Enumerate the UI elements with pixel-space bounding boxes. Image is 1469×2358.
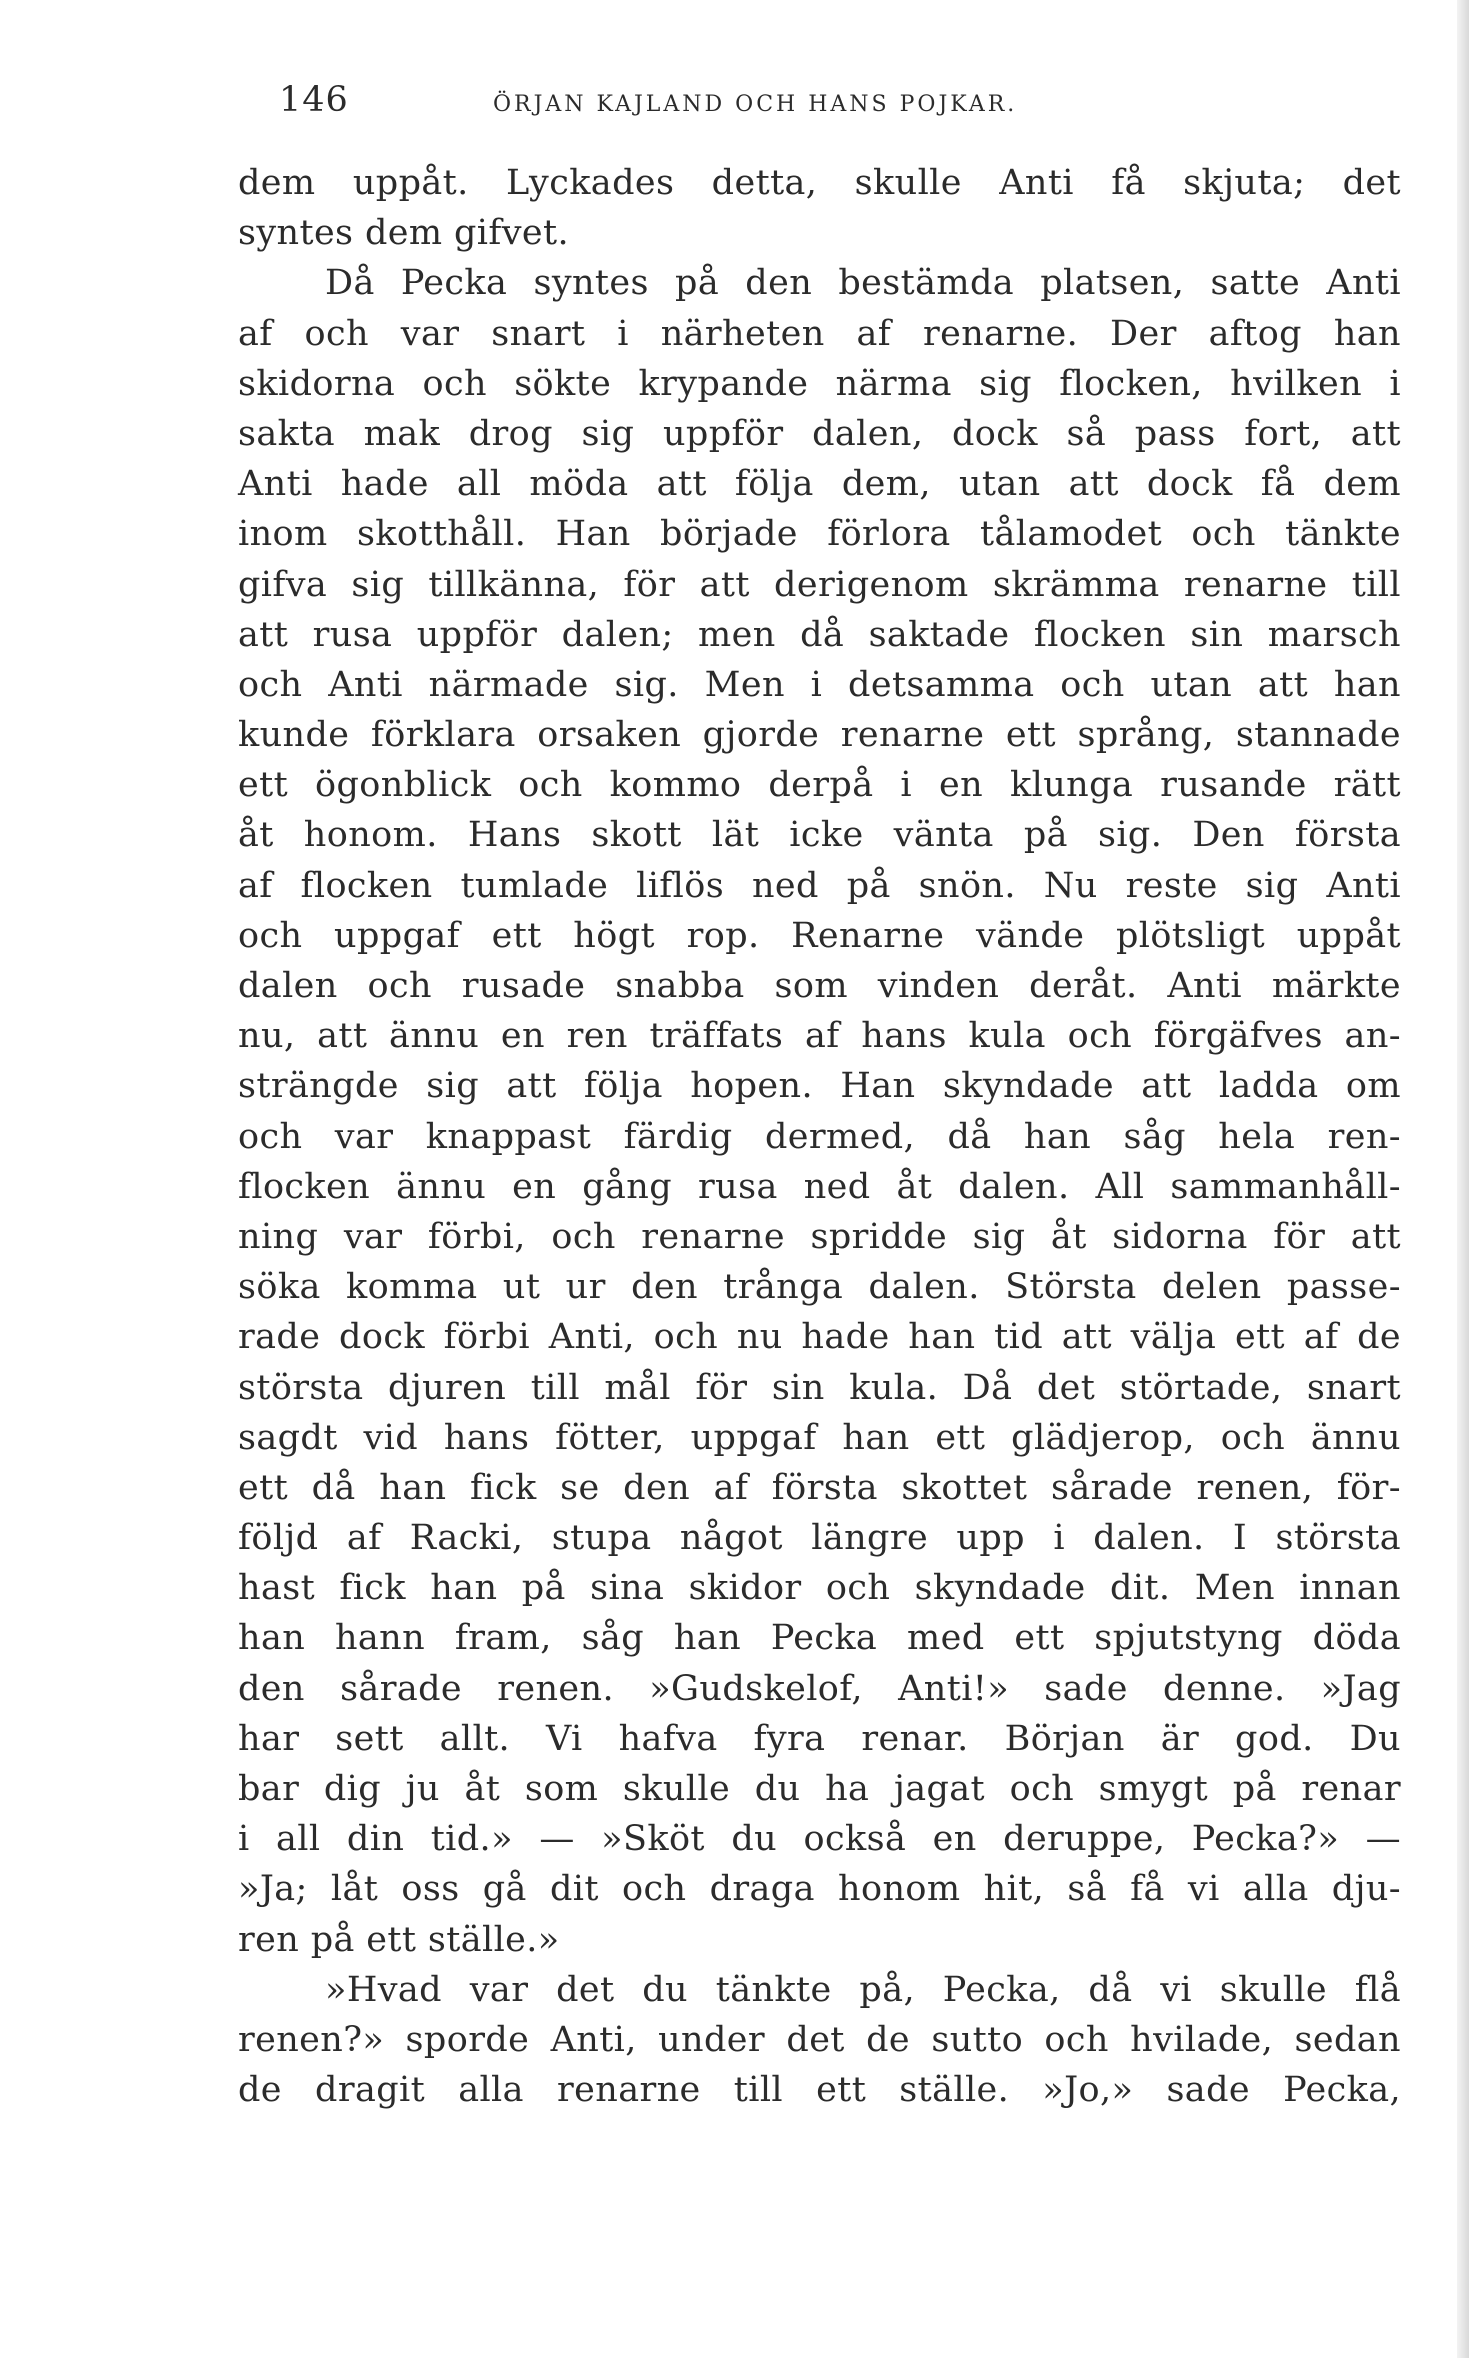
text-line: ren på ett ställe.» [238,1919,560,1960]
text-line: bar dig ju åt som skulle du ha jagat och smygt på renar [238,1769,1401,1809]
text-line: sagdt vid hans fötter, uppgaf han ett glädjerop, och ännu [238,1417,1401,1458]
text-line: att rusa uppför dalen; men då saktade flocken sin marsch [238,614,1401,655]
text-line: sakta mak drog sig uppför dalen, dock så pass fort, att [238,413,1401,454]
text-line: och var knappast färdig dermed, då han såg hela ren- [238,1116,1401,1157]
text-line: renen?» sporde Anti, under det de sutto och hvilade, sedan [238,2019,1401,2060]
page-number: 146 [279,80,349,120]
page-edge [1457,0,1469,2358]
text-line: dem uppåt. Lyckades detta, skulle Anti få skjuta; det [238,163,1401,203]
text-line: Anti hade all möda att följa dem, utan att dock få dem [238,464,1401,505]
body-text [238,158,1401,2115]
text-line: flocken ännu en gång rusa ned åt dalen. All sammanhåll- [238,1166,1401,1207]
text-line: skidorna och sökte krypande närma sig flocken, hvilken i [238,363,1401,404]
text-line: ett då han fick se den af första skottet sårade renen, för- [238,1467,1401,1508]
text-line: ning var förbi, och renarne spridde sig åt sidorna för att [238,1216,1401,1257]
text-line: syntes dem gifvet. [238,213,570,254]
page-header [0,80,1469,130]
text-line: Då Pecka syntes på den bestämda platsen, satte Anti [325,263,1401,304]
text-line: och uppgaf ett högt rop. Renarne vände plötsligt uppåt [238,915,1401,956]
text-line: kunde förklara orsaken gjorde renarne ett språng, stannade [238,715,1401,756]
text-line: och Anti närmade sig. Men i detsamma och utan att han [238,664,1401,705]
text-line: rade dock förbi Anti, och nu hade han tid att välja ett af de [238,1317,1401,1358]
text-line: i all din tid.» — »Sköt du också en deruppe, Pecka?» — [238,1819,1401,1860]
running-title: ÖRJAN KAJLAND OCH HANS POJKAR. [493,92,1018,117]
text-line: följd af Racki, stupa något längre upp i dalen. I största [238,1518,1401,1559]
text-line: han hann fram, såg han Pecka med ett spjutstyng döda [238,1618,1401,1659]
text-line: af flocken tumlade liflös ned på snön. Nu reste sig Anti [238,865,1401,906]
text-line: största djuren till mål för sin kula. Då det störtade, snart [238,1367,1401,1408]
text-line: dalen och rusade snabba som vinden deråt. Anti märkte [238,966,1401,1006]
text-line: gifva sig tillkänna, för att derigenom skrämma renarne till [238,564,1401,605]
text-line: den sårade renen. »Gudskelof, Anti!» sade denne. »Jag [238,1668,1401,1709]
text-line: nu, att ännu en ren träffats af hans kula och förgäfves an- [238,1016,1401,1057]
text-line: »Ja; låt oss gå dit och draga honom hit, så få vi alla dju- [238,1869,1401,1910]
text-line: de dragit alla renarne till ett ställe. »Jo,» sade Pecka, [238,2070,1401,2111]
text-line: åt honom. Hans skott lät icke vänta på sig. Den första [238,815,1401,856]
text-line: har sett allt. Vi hafva fyra renar. Början är god. Du [238,1718,1401,1759]
text-line: ett ögonblick och kommo derpå i en klunga rusande rätt [238,765,1401,806]
text-line: af och var snart i närheten af renarne. Der aftog han [238,313,1401,354]
text-line: »Hvad var det du tänkte på, Pecka, då vi skulle flå [325,1969,1401,2010]
text-line: söka komma ut ur den trånga dalen. Största delen passe- [238,1267,1401,1308]
text-line: strängde sig att följa hopen. Han skyndade att ladda om [238,1066,1401,1107]
text-line: hast fick han på sina skidor och skyndade dit. Men innan [238,1568,1401,1609]
text-line: inom skotthåll. Han började förlora tålamodet och tänkte [238,514,1401,555]
